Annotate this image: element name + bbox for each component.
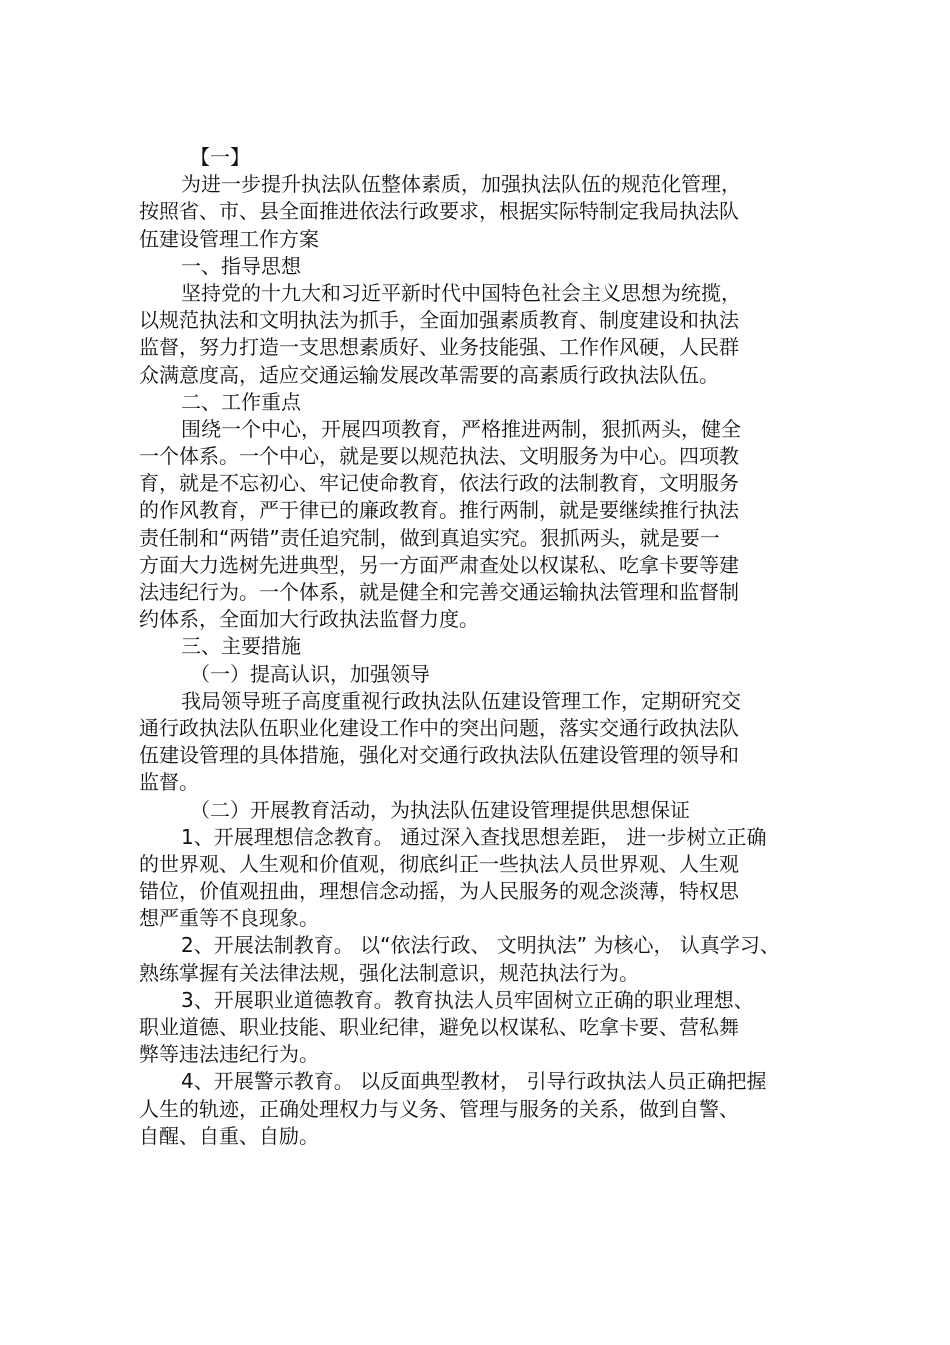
- paragraph-line: 2、开展法制教育。 以“依法行政、 文明执法” 为核心， 认真学习、: [181, 933, 780, 958]
- paragraph-line: 我局领导班子高度重视行政执法队伍建设管理工作，定期研究交: [181, 688, 741, 713]
- paragraph-line: 方面大力选树先进典型，另一方面严肃查处以权谋私、吃拿卡要等建: [139, 552, 739, 577]
- paragraph-line: 4、开展警示教育。 以反面典型教材， 引导行政执法人员正确把握: [181, 1069, 767, 1094]
- paragraph-line: 想严重等不良现象。: [139, 906, 319, 931]
- paragraph-line: 1、开展理想信念教育。 通过深入查找思想差距， 进一步树立正确: [181, 824, 767, 849]
- paragraph-line: 职业道德、职业技能、职业纪律，避免以权谋私、吃拿卡要、营私舞: [139, 1015, 739, 1039]
- paragraph-line: 熟练掌握有关法律法规，强化法制意识，规范执法行为。: [139, 960, 639, 985]
- section-heading: 三、主要措施: [181, 634, 301, 659]
- paragraph-line: 法违纪行为。一个体系，就是健全和完善交通运输执法管理和监督制: [139, 580, 739, 604]
- paragraph-line: 责任制和“两错”责任追究制，做到真追实究。狠抓两头，就是要一: [139, 525, 720, 550]
- paragraph-line: 按照省、市、县全面推进依法行政要求，根据实际特制定我局执法队: [139, 199, 739, 224]
- paragraph-line: 育，就是不忘初心、牢记使命教育，依法行政的法制教育，文明服务: [139, 471, 739, 496]
- paragraph-line: 围绕一个中心，开展四项教育，严格推进两制，狠抓两头，健全: [181, 416, 741, 441]
- paragraph-line: 人生的轨迹，正确处理权力与义务、管理与服务的关系，做到自警、: [139, 1096, 739, 1121]
- paragraph-line: 以规范执法和文明执法为抓手，全面加强素质教育、制度建设和执法: [139, 308, 739, 333]
- section-heading: 一、指导思想: [181, 253, 301, 278]
- paragraph-line: 监督，努力打造一支思想素质好、业务技能强、工作作风硬，人民群: [139, 335, 739, 360]
- subsection-heading: （一）提高认识，加强领导: [190, 661, 430, 686]
- paragraph-line: 的世界观、人生观和价值观，彻底纠正一些执法人员世界观、人生观: [139, 851, 739, 876]
- document-body: [139, 144, 799, 1150]
- paragraph-line: 错位，价值观扭曲，理想信念动摇，为人民服务的观念淡薄，特权思: [139, 879, 739, 904]
- paragraph-line: 约体系，全面加大行政执法监督力度。: [139, 607, 479, 632]
- paragraph-line: 通行政执法队伍职业化建设工作中的突出问题，落实交通行政执法队: [139, 715, 739, 740]
- paragraph-line: 一个体系。一个中心，就是要以规范执法、文明服务为中心。四项教: [139, 444, 739, 469]
- paragraph-line: 弊等违法违纪行为。: [139, 1042, 319, 1067]
- paragraph-line: 监督。: [139, 770, 199, 795]
- paragraph-line: 坚持党的十九大和习近平新时代中国特色社会主义思想为统揽，: [181, 280, 741, 305]
- paragraph-line: 为进一步提升执法队伍整体素质，加强执法队伍的规范化管理，: [181, 172, 741, 197]
- paragraph-line: 3、开展职业道德教育。教育执法人员牢固树立正确的职业理想、: [181, 987, 754, 1012]
- paragraph-line: 的作风教育，严于律已的廉政教育。推行两制，就是要继续推行执法: [139, 498, 739, 523]
- subsection-heading: （二）开展教育活动，为执法队伍建设管理提供思想保证: [190, 797, 690, 822]
- paragraph-line: 伍建设管理的具体措施，强化对交通行政执法队伍建设管理的领导和: [139, 743, 739, 768]
- paragraph-line: 众满意度高，适应交通运输发展改革需要的高素质行政执法队伍。: [139, 362, 719, 387]
- paragraph-line: 伍建设管理工作方案: [139, 226, 319, 251]
- section-marker: 【一】: [190, 145, 250, 169]
- section-heading: 二、工作重点: [181, 389, 301, 414]
- paragraph-line: 自醒、自重、自励。: [139, 1123, 319, 1148]
